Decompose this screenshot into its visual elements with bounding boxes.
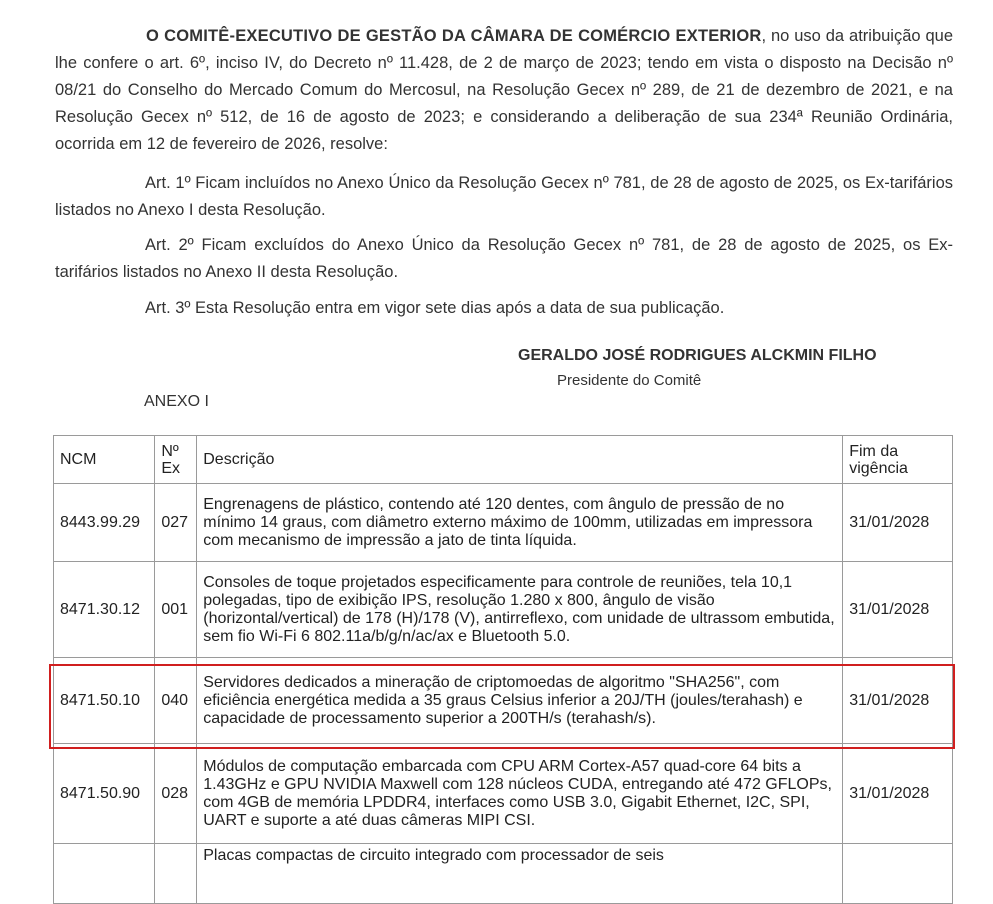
header-descricao: Descrição <box>197 436 843 484</box>
table-row-highlighted <box>54 658 953 744</box>
description-cell: Consoles de toque projetados especificamente para controle de reuniões, tela 10,1 polegadas, tipo de exibição IPS, resolução 1.280 x 800, ângulo de visão (horizontal/vertical) de 178 (H)/178 (V), antirreflexo, com unidade de ultrassom embutida, sem fio Wi-Fi 6 802.11a/b/g/n/ac/ax e Bluetooth 5.0. <box>197 562 843 658</box>
article-3: Art. 3º Esta Resolução entra em vigor sete dias após a data de sua publicação. <box>145 299 725 317</box>
end-date-cell: 31/01/2028 <box>843 562 953 658</box>
table-row <box>54 562 953 658</box>
table-header-row <box>54 436 953 484</box>
end-date-cell: 31/01/2028 <box>843 484 953 562</box>
committee-name: O COMITÊ-EXECUTIVO DE GESTÃO DA CÂMARA DE COMÉRCIO EXTERIOR <box>146 27 762 45</box>
ncm-cell: 8443.99.29 <box>54 484 155 562</box>
ncm-cell: 8471.50.10 <box>54 658 155 744</box>
end-date-cell: 31/01/2028 <box>843 744 953 844</box>
signatory-name: GERALDO JOSÉ RODRIGUES ALCKMIN FILHO <box>518 347 877 364</box>
annex-title: ANEXO I <box>144 393 209 410</box>
article-2: Art. 2º Ficam excluídos do Anexo Único da Resolução Gecex nº 781, de 28 de agosto de 2025, os Ex-tarifários listados no Anexo II desta Resolução. <box>55 236 953 281</box>
description-cell: Módulos de computação embarcada com CPU ARM Cortex-A57 quad-core 64 bits a 1.43GHz e GPU NVIDIA Maxwell com 128 núcleos CUDA, entregando até 472 GFLOPs, com 4GB de memória LPDDR4, interfaces como USB 3.0, Gigabit Ethernet, I2C, SPI, UART e suporte a até duas câmeras MIPI CSI. <box>197 744 843 844</box>
annex-table <box>53 435 953 904</box>
ex-cell: 028 <box>155 744 197 844</box>
ex-cell: 027 <box>155 484 197 562</box>
preamble-text: , no uso da atribuição que lhe confere o art. 6º, inciso IV, do Decreto nº 11.428, de 2 de março de 2023; tendo em vista o disposto na Decisão nº 08/21 do Conselho do Mercado Comum do Mercosul, na Resolução Gecex nº 289, de 21 de dezembro de 2021, e na Resolução Gecex nº 512, de 16 de agosto de 2023; e considerando a deliberação de sua 234ª Reunião Ordinária, ocorrida em 12 de fevereiro de 2026, resolve: <box>55 27 954 153</box>
description-cell: Servidores dedicados a mineração de criptomoedas de algoritmo "SHA256", com eficiência energética medida a 35 graus Celsius inferior a 20J/TH (joules/terahash) e capacidade de processamento superior a 200TH/s (terahash/s). <box>197 658 843 744</box>
end-date-cell: 31/01/2028 <box>843 658 953 744</box>
description-cell: Engrenagens de plástico, contendo até 120 dentes, com ângulo de pressão de no mínimo 14 graus, com diâmetro externo máximo de 100mm, utilizadas em impressora com mecanismo de impressão a jato de tinta líquida. <box>197 484 843 562</box>
table-row <box>54 744 953 844</box>
ncm-cell: 8471.30.12 <box>54 562 155 658</box>
table-row <box>54 484 953 562</box>
header-ncm: NCM <box>54 436 155 484</box>
signatory-role: Presidente do Comitê <box>557 372 702 389</box>
preamble-paragraph <box>55 23 953 158</box>
header-fim-vigencia: Fim da vigência <box>843 436 953 484</box>
ncm-cell: 8471.50.90 <box>54 744 155 844</box>
ex-cell: 001 <box>155 562 197 658</box>
header-ex: Nº Ex <box>155 436 197 484</box>
ex-cell: 040 <box>155 658 197 744</box>
description-cell: Placas compactas de circuito integrado com processador de seis <box>197 844 843 904</box>
article-1: Art. 1º Ficam incluídos no Anexo Único da Resolução Gecex nº 781, de 28 de agosto de 2025, os Ex-tarifários listados no Anexo I desta Resolução. <box>55 174 953 219</box>
